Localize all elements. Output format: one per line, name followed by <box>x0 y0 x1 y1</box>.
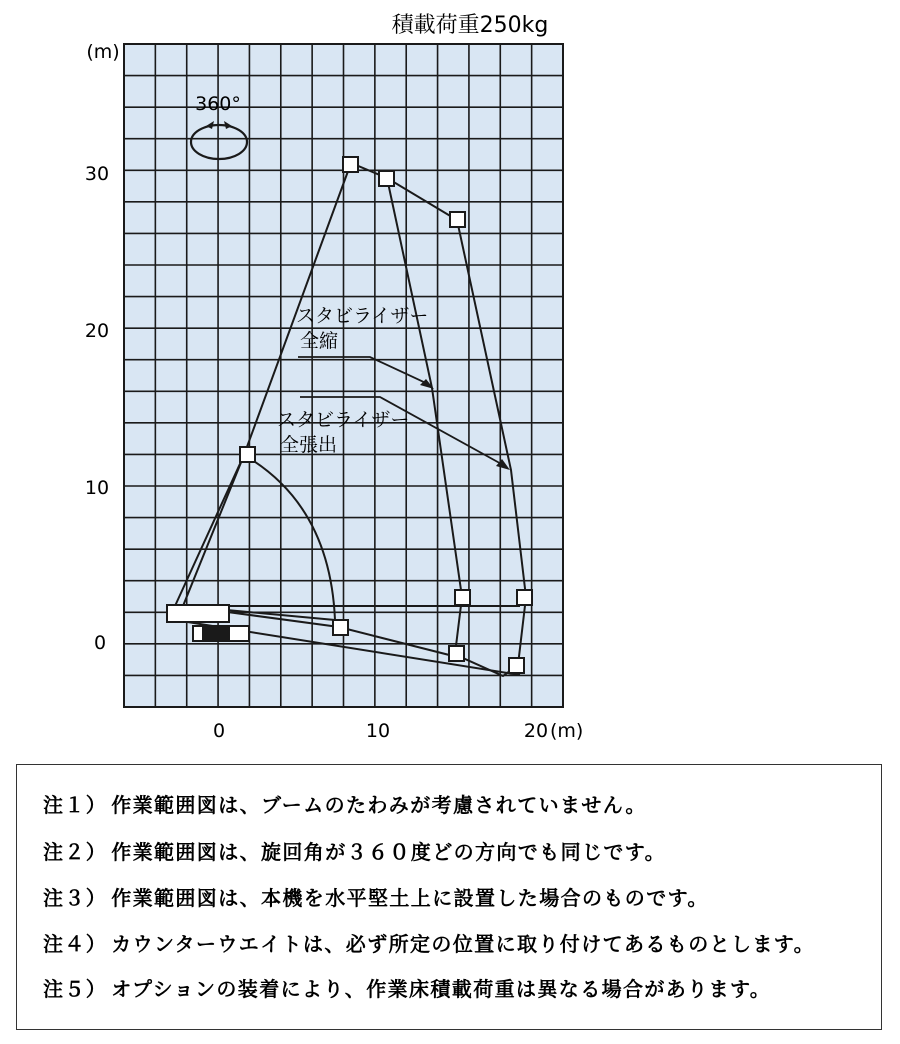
note-text: 作業範囲図は、本機を水平堅土上に設置した場合のものです。 <box>111 886 709 910</box>
label-extended-sub: 全張出 <box>280 434 338 456</box>
note-tag: 注３） <box>43 886 108 910</box>
platform-marker <box>517 590 532 605</box>
y-tick-label: 30 <box>84 163 110 185</box>
x-tick-label: 20 <box>523 720 549 742</box>
note-item <box>43 836 666 865</box>
y-tick-label: 20 <box>84 320 110 342</box>
platform-marker <box>333 620 348 635</box>
note-text: オプションの装着により、作業床積載荷重は異なる場合があります。 <box>111 977 772 1001</box>
label-retracted: スタビライザー <box>296 305 429 327</box>
note-text: カウンターウエイトは、必ず所定の位置に取り付けてあるものとします。 <box>111 932 816 956</box>
platform-marker <box>343 157 358 172</box>
y-axis-unit: (m) <box>86 41 120 63</box>
note-tag: 注４） <box>43 932 108 956</box>
notes-box <box>16 764 882 1030</box>
rotation-label: 360° <box>195 93 241 115</box>
platform-marker <box>455 590 470 605</box>
x-tick-label: 0 <box>212 720 226 742</box>
diagram-title: 積載荷重250kg <box>391 13 549 38</box>
note-tag: 注２） <box>43 840 108 864</box>
note-text: 作業範囲図は、旋回角が３６０度どの方向でも同じです。 <box>111 840 667 864</box>
platform-marker <box>509 658 524 673</box>
note-item <box>43 973 771 1002</box>
note-item <box>43 789 647 818</box>
note-tag: 注１） <box>43 793 108 817</box>
x-axis-unit: (m) <box>550 720 584 742</box>
platform-marker <box>379 171 394 186</box>
note-tag: 注５） <box>43 977 108 1001</box>
y-tick-label: 10 <box>84 477 110 499</box>
platform-marker <box>449 646 464 661</box>
platform-marker <box>240 447 255 462</box>
note-item <box>43 928 815 957</box>
x-tick-label: 10 <box>365 720 391 742</box>
platform-marker <box>450 212 465 227</box>
label-retracted-sub: 全縮 <box>300 330 339 352</box>
y-tick-label: 0 <box>93 632 107 654</box>
note-text: 作業範囲図は、ブームのたわみが考慮されていません。 <box>111 793 647 817</box>
label-extended: スタビライザー <box>277 409 410 431</box>
note-item <box>43 882 709 911</box>
